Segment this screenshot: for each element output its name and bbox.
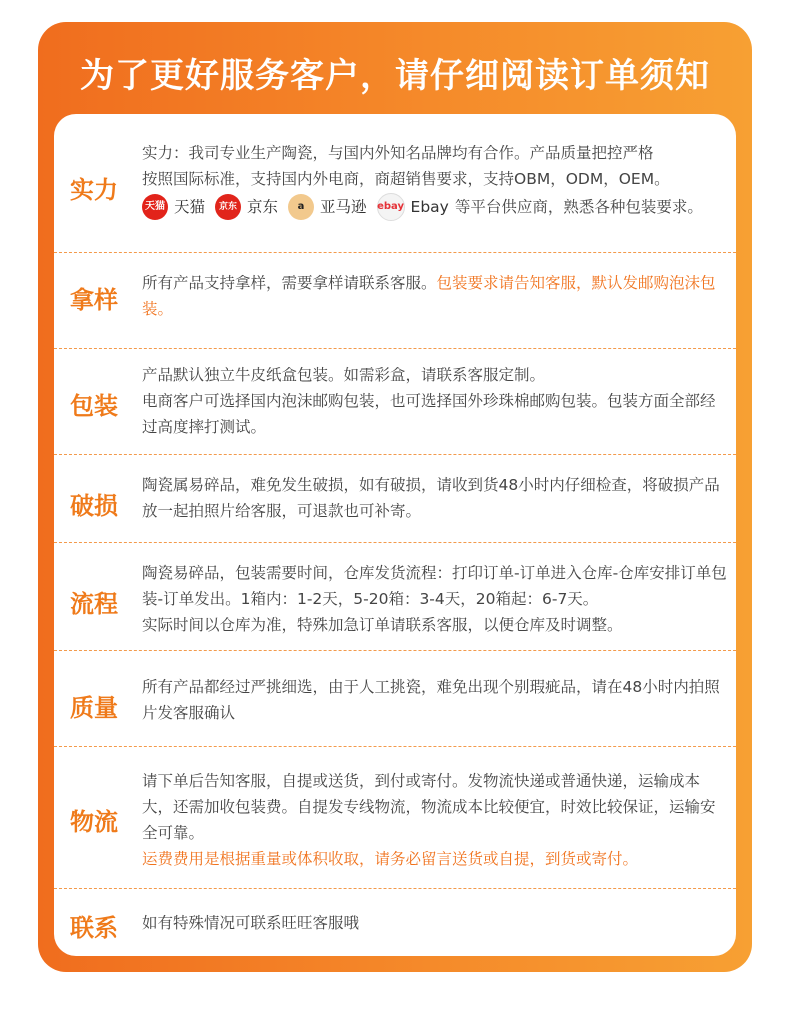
process-line-2: 实际时间以仓库为准，特殊加急订单请联系客服，以便仓库及时调整。: [142, 616, 623, 634]
section-label: 破损: [70, 492, 118, 520]
strength-line-2: 按照国际标准，支持国内外电商，商超销售要求，支持OBM，ODM，OEM。: [142, 170, 670, 188]
section-strength: [54, 114, 736, 253]
packaging-line-1: 产品默认独立牛皮纸盒包装。如需彩盒，请联系客服定制。: [142, 366, 546, 384]
platform-ebay: [377, 193, 449, 221]
section-label: 质量: [70, 694, 118, 722]
section-label: 实力: [70, 176, 118, 204]
logistics-text: 请下单后告知客服，自提或送货，到付或寄付。发物流快递或普通快递，运输成本大，还需加收包装费。自提发专线物流，物流成本比较便宜，时效比较保证，运输安全可靠。: [142, 772, 716, 842]
sample-highlight: 包装要求请告知客服，默认发邮购泡沫包装。: [142, 274, 716, 318]
platform-list: [142, 192, 728, 222]
amazon-icon: a: [288, 194, 314, 220]
section-body: 如有特殊情况可联系旺旺客服哦: [142, 914, 360, 932]
tmall-icon: 天猫: [142, 194, 168, 220]
section-contact: [54, 888, 736, 956]
section-body: [142, 362, 728, 440]
page-title: 为了更好服务客户，请仔细阅读订单须知: [80, 56, 710, 96]
process-line-1: 陶瓷易碎品，包装需要时间，仓库发货流程：打印订单-订单进入仓库-仓库安排订单包装-订单发出。1箱内：1-2天，5-20箱：3-4天，20箱起：6-7天。: [142, 564, 727, 608]
section-packaging: [54, 348, 736, 455]
section-logistics: [54, 746, 736, 889]
section-process: [54, 542, 736, 651]
section-label: 拿样: [70, 286, 118, 314]
platform-name: 京东: [247, 198, 279, 216]
section-label: 流程: [70, 590, 118, 618]
logistics-highlight: 运费费用是根据重量或体积收取，请务必留言送货或自提，到货或寄付。: [142, 850, 639, 868]
section-sample: [54, 252, 736, 349]
notice-panel: [54, 114, 736, 956]
section-label: 联系: [70, 914, 118, 942]
section-label: 物流: [70, 808, 118, 836]
section-damage: [54, 454, 736, 543]
platform-name: Ebay: [410, 198, 449, 216]
platform-jd: [215, 194, 282, 220]
platforms-suffix: 等平台供应商，熟悉各种包装要求。: [454, 198, 703, 216]
strength-line-1: 实力：我司专业生产陶瓷，与国内外知名品牌均有合作。产品质量把控严格: [142, 144, 654, 162]
section-body: [142, 560, 728, 638]
section-body: 陶瓷属易碎品，难免发生破损，如有破损，请收到货48小时内仔细检查，将破损产品放一起拍照片给客服，可退款也可补寄。: [142, 476, 720, 520]
section-body: [142, 140, 728, 222]
notice-card: [38, 22, 752, 972]
ebay-icon: ebay: [377, 193, 405, 221]
platform-tmall: [142, 194, 209, 220]
section-body: 所有产品都经过严挑细选，由于人工挑瓷，难免出现个别瑕疵品，请在48小时内拍照片发客服确认: [142, 678, 720, 722]
section-body: [142, 270, 728, 322]
platform-name: 天猫: [174, 198, 206, 216]
packaging-line-2: 电商客户可选择国内泡沫邮购包装，也可选择国外珍珠棉邮购包装。包装方面全部经过高度摔打测试。: [142, 392, 716, 436]
section-label: 包装: [70, 392, 118, 420]
sample-text: 所有产品支持拿样，需要拿样请联系客服。: [142, 274, 437, 292]
platform-amazon: [288, 194, 371, 220]
section-body: [142, 768, 728, 872]
section-quality: [54, 650, 736, 747]
jd-icon: 京东: [215, 194, 241, 220]
platform-name: 亚马逊: [320, 198, 367, 216]
